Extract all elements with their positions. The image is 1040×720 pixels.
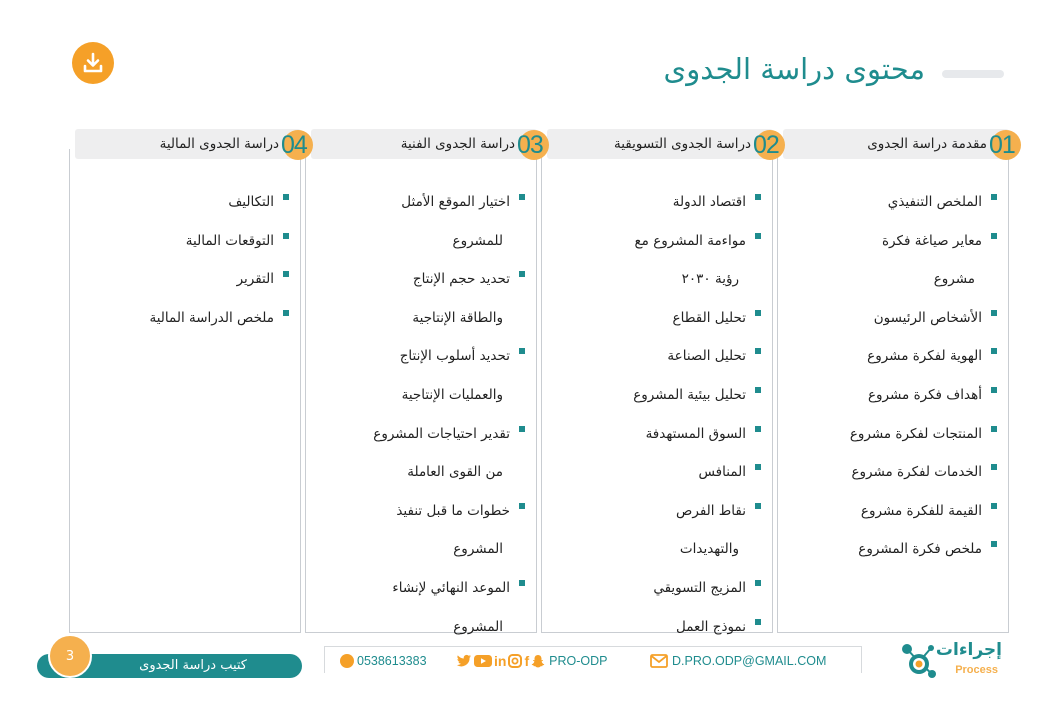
column-header <box>75 129 301 159</box>
list-item: أهداف فكرة مشروع <box>785 376 997 415</box>
column-title: دراسة الجدوى الفنية <box>400 136 515 152</box>
column-intro <box>777 129 1015 633</box>
booklet-label: كتيب دراسة الجدوى <box>139 658 247 673</box>
list-item: نقاط الفرص <box>549 492 761 531</box>
list-item: تقدير احتياجات المشروع <box>313 415 525 454</box>
column-list <box>77 183 289 337</box>
list-item: رؤية ٢٠٣٠ <box>681 271 739 288</box>
list-item: تحليل الصناعة <box>549 337 761 376</box>
youtube-icon[interactable] <box>474 654 492 668</box>
list-item: ملخص فكرة المشروع <box>785 530 997 569</box>
column-header <box>783 129 1009 159</box>
column-technical <box>305 129 543 635</box>
column-number-badge: 01 <box>991 130 1021 160</box>
list-item: خطوات ما قبل تنفيذ <box>313 492 525 531</box>
page-title: محتوى دراسة الجدوى <box>663 52 925 86</box>
email-address: D.PRO.ODP@GMAIL.COM <box>672 654 827 668</box>
column-list <box>313 183 525 646</box>
email-contact[interactable] <box>650 651 826 671</box>
list-item: تحديد أسلوب الإنتاج <box>313 337 525 376</box>
list-item: التوقعات المالية <box>77 222 289 261</box>
list-item: المشروع <box>453 618 503 635</box>
column-financial <box>69 129 307 633</box>
column-list <box>549 183 761 646</box>
download-icon <box>81 51 105 75</box>
title-accent-bar <box>942 70 1004 78</box>
list-item: معاير صياغة فكرة <box>785 222 997 261</box>
list-item: نموذج العمل <box>549 608 761 647</box>
list-item: القيمة للفكرة مشروع <box>785 492 997 531</box>
facebook-icon[interactable]: f <box>524 653 530 669</box>
list-item: اقتصاد الدولة <box>549 183 761 222</box>
list-item: التكاليف <box>77 183 289 222</box>
list-item: الموعد النهائي لإنشاء <box>313 569 525 608</box>
list-item: والتهديدات <box>679 541 739 558</box>
list-item: الأشخاص الرئيسون <box>785 299 997 338</box>
list-item: من القوى العاملة <box>407 464 503 481</box>
whatsapp-icon <box>340 654 354 668</box>
list-item: تحليل بيئية المشروع <box>549 376 761 415</box>
social-links[interactable] <box>456 651 607 671</box>
list-item: الخدمات لفكرة مشروع <box>785 453 997 492</box>
column-title: مقدمة دراسة الجدوى <box>867 136 987 152</box>
list-item: ملخص الدراسة المالية <box>77 299 289 338</box>
column-marketing <box>541 129 779 635</box>
list-item: والعمليات الإنتاجية <box>401 386 503 403</box>
column-number-badge: 03 <box>519 130 549 160</box>
mail-icon <box>650 654 668 668</box>
column-title: دراسة الجدوى المالية <box>159 136 279 152</box>
snapchat-icon[interactable] <box>531 654 545 668</box>
list-item: تحديد حجم الإنتاج <box>313 260 525 299</box>
list-item: السوق المستهدفة <box>549 415 761 454</box>
list-item: والطاقة الإنتاجية <box>412 309 503 326</box>
list-item: مشروع <box>933 271 975 288</box>
list-item: اختيار الموقع الأمثل <box>313 183 525 222</box>
list-item: المشروع <box>453 541 503 558</box>
logo-text: إجراءات <box>935 640 1002 660</box>
list-item: تحليل القطاع <box>549 299 761 338</box>
page-number: 3 <box>48 634 92 678</box>
download-button[interactable] <box>72 42 114 84</box>
logo-subtext: Process <box>955 664 998 676</box>
column-list <box>785 183 997 569</box>
list-item: التقرير <box>77 260 289 299</box>
list-item: المزيج التسويقي <box>549 569 761 608</box>
list-item: مواءمة المشروع مع <box>549 222 761 261</box>
column-number-badge: 04 <box>283 130 313 160</box>
logo-gear-icon <box>898 640 940 682</box>
column-header <box>311 129 537 159</box>
column-header <box>547 129 773 159</box>
linkedin-icon[interactable]: in <box>494 653 507 669</box>
list-item: للمشروع <box>452 232 503 249</box>
column-title: دراسة الجدوى التسويقية <box>613 136 751 152</box>
list-item: الملخص التنفيذي <box>785 183 997 222</box>
phone-number: 0538613383 <box>357 654 427 668</box>
list-item: الهوية لفكرة مشروع <box>785 337 997 376</box>
instagram-icon[interactable] <box>508 654 522 668</box>
list-item: المنافس <box>549 453 761 492</box>
twitter-icon[interactable] <box>456 654 472 668</box>
phone-contact[interactable] <box>340 651 427 671</box>
company-logo <box>898 638 1002 684</box>
social-handle: PRO-ODP <box>549 654 608 668</box>
column-number-badge: 02 <box>755 130 785 160</box>
list-item: المنتجات لفكرة مشروع <box>785 415 997 454</box>
